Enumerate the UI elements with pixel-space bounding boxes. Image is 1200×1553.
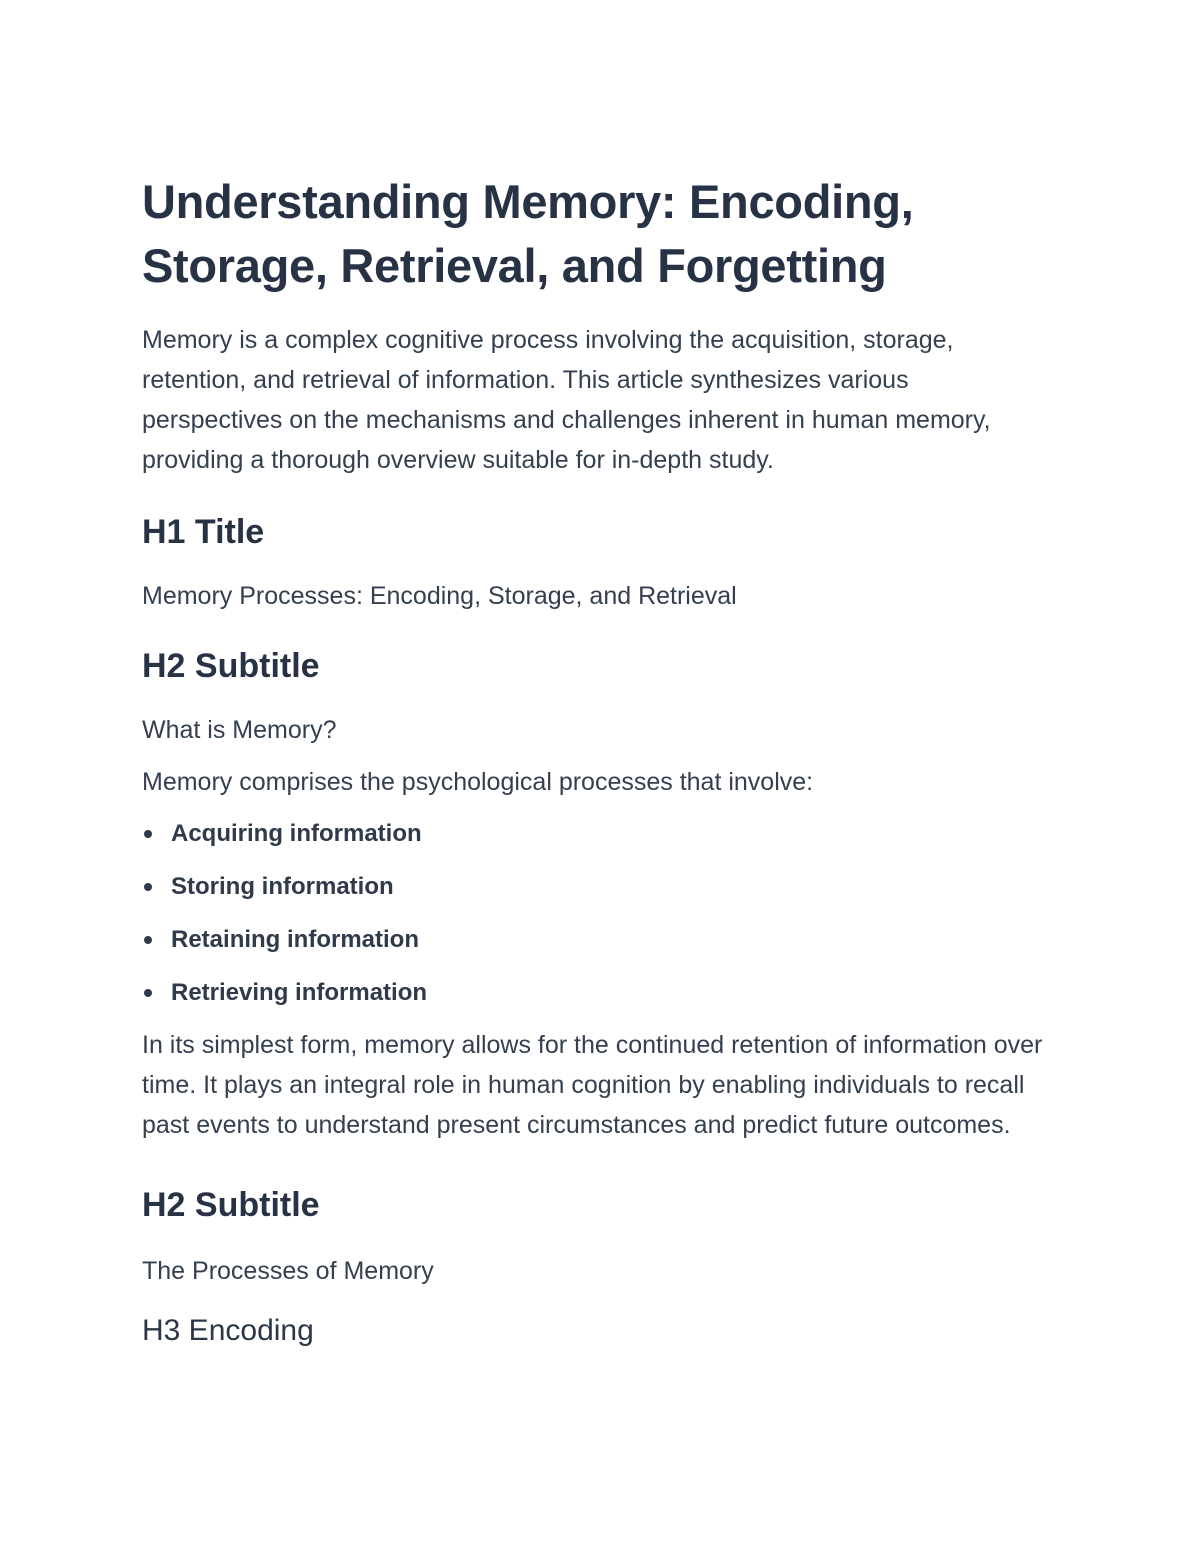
h2-subtitle-text: What is Memory?	[142, 716, 337, 744]
list-item	[142, 867, 1052, 907]
bullet-dot-icon	[144, 883, 152, 891]
memory-lead-paragraph: Memory comprises the psychological processes that involve:	[142, 768, 814, 796]
list-item	[142, 973, 1052, 1013]
bullet-dot-icon	[144, 830, 152, 838]
list-item-label: Storing information	[171, 873, 394, 900]
h1-title-text: Memory Processes: Encoding, Storage, and Retrieval	[142, 582, 737, 610]
memory-process-list	[142, 814, 1052, 1013]
document-title: Understanding Memory: Encoding, Storage, Retrieval, and Forgetting	[142, 175, 914, 292]
list-item	[142, 814, 1052, 854]
bullet-dot-icon	[144, 936, 152, 944]
h3-encoding-heading: H3 Encoding	[142, 1314, 314, 1347]
bullet-dot-icon	[144, 989, 152, 997]
intro-paragraph: Memory is a complex cognitive process involving the acquisition, storage, retention, and retrieval of information. This article synthesizes various perspectives on the mechanisms and challenges inherent in human memory, providing a thorough overview suitable for in-depth study.	[142, 326, 991, 474]
document-page	[142, 170, 1052, 1353]
list-item-label: Retaining information	[171, 926, 419, 953]
h2-subtitle-heading: H2 Subtitle	[142, 647, 320, 685]
h2-subtitle-heading-second: H2 Subtitle	[142, 1186, 320, 1224]
list-item	[142, 920, 1052, 960]
list-item-label: Acquiring information	[171, 820, 422, 847]
h2-subtitle-text-second: The Processes of Memory	[142, 1257, 434, 1285]
h1-title-heading: H1 Title	[142, 513, 265, 551]
list-item-label: Retrieving information	[171, 979, 428, 1006]
memory-closing-paragraph: In its simplest form, memory allows for the continued retention of information over time. It plays an integral role in human cognition by enabling individuals to recall past events to understand present circumstances and predict future outcomes.	[142, 1031, 1043, 1139]
